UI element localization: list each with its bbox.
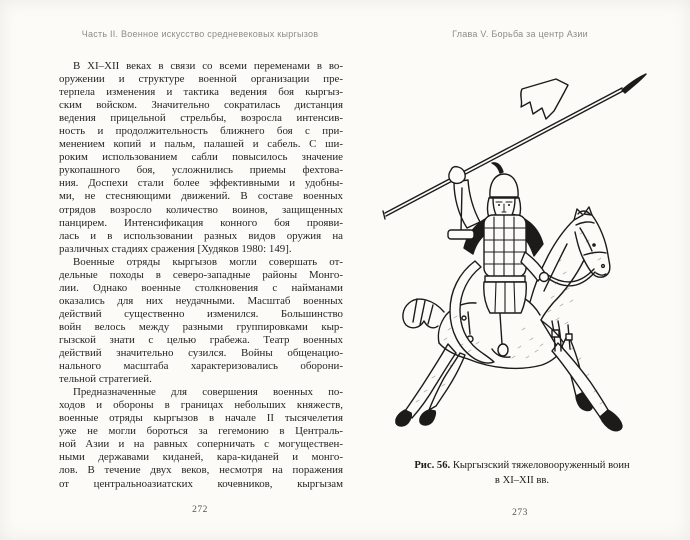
text-line: различных стадиях сражения [Худяков 1980: 149]. bbox=[59, 242, 292, 255]
text-line: тельной стратегией. bbox=[59, 373, 152, 386]
text-line: действий существенно изменился. Большинство bbox=[59, 307, 343, 320]
text-line: ми, не стесняющими движений. В составе военных bbox=[59, 190, 343, 203]
text-line: рукопашного боя, усложнились приемы фехтова- bbox=[59, 164, 343, 177]
text-line: роким использованием сабли повысилось значение bbox=[59, 151, 343, 164]
text-line: лов. В течение двух веков, несмотря на поражения bbox=[59, 464, 343, 477]
text-line: ными державами киданей, кара-киданей и монго- bbox=[59, 451, 343, 464]
text-line: войн велось между разными группировками кыр- bbox=[59, 320, 343, 333]
left-running-head: Часть II. Военное искусство средневековых кыргызов bbox=[81, 29, 319, 39]
text-line: панцирем. Интенсификация конного боя прояви- bbox=[59, 216, 343, 229]
left-page-number: 272 bbox=[192, 505, 208, 515]
armored-rider bbox=[448, 163, 595, 313]
text-line: терпела изменения и тактика ведения боя кыргыз- bbox=[59, 86, 343, 99]
figure-56 bbox=[372, 62, 672, 454]
text-line: военные отряды кыргызов в начале II тысячелетия bbox=[59, 412, 343, 425]
text-line: В XI–XII веках в связи со всеми переменами в во- bbox=[73, 60, 343, 72]
text-line: нального масштаба характеризовались оборони- bbox=[59, 360, 343, 373]
text-line: уже не могли бороться за гегемонию в Централь- bbox=[59, 425, 343, 438]
text-line: ной Азии и на равных соперничать с могуществен- bbox=[59, 438, 343, 451]
right-page-number: 273 bbox=[512, 508, 528, 518]
figure-caption-text: Кыргызский тяжеловооруженный воин bbox=[452, 460, 630, 471]
figure-caption-label: Рис. 56. bbox=[414, 460, 451, 471]
text-line: менением копий и пальм, палашей и сабель. С ши- bbox=[59, 138, 343, 151]
text-line: ния. Доспехи стали более эффективными и удобны- bbox=[59, 177, 343, 190]
left-page-text bbox=[59, 60, 343, 491]
text-line: дельные походы в северо-западные районы Монго- bbox=[59, 268, 343, 281]
text-line: отрядов возросло количество воинов, защищенных bbox=[59, 203, 343, 216]
mounted-warrior-illustration bbox=[372, 62, 672, 454]
figure-caption bbox=[368, 458, 676, 488]
text-line: гызской знати с целью грабежа. Театр военных bbox=[59, 333, 343, 346]
text-line: ходов и обороны в границах небольших княжеств, bbox=[59, 399, 343, 412]
text-line: ским войском. Значительно сократилась дистанция bbox=[59, 99, 343, 112]
right-running-head: Глава V. Борьба за центр Азии bbox=[452, 29, 588, 39]
text-line: лии. Однако военные столкновения с найманами bbox=[59, 281, 343, 294]
text-line: действий значительно сузился. Войны общенацио- bbox=[59, 347, 343, 360]
text-line: лась и в использовании разных видов оружия на bbox=[59, 229, 343, 242]
text-line: оружении и структуре военной организации пре- bbox=[59, 73, 343, 86]
text-line: оказались для них неудачными. Масштаб военных bbox=[59, 294, 343, 307]
text-line: ность и продолжительность ближнего боя с при- bbox=[59, 125, 343, 138]
text-line: Военные отряды кыргызов могли совершать от- bbox=[73, 255, 343, 268]
text-line: ведения прицельной стрельбы, возросла интенсив- bbox=[59, 112, 343, 125]
figure-caption-line2: в XI–XII вв. bbox=[494, 475, 550, 486]
text-line: от центральноазиатских кочевников, кыргызам bbox=[59, 477, 343, 490]
figure-caption-line1 bbox=[368, 458, 676, 473]
text-line: Предназначенные для совершения военных по- bbox=[73, 386, 343, 399]
